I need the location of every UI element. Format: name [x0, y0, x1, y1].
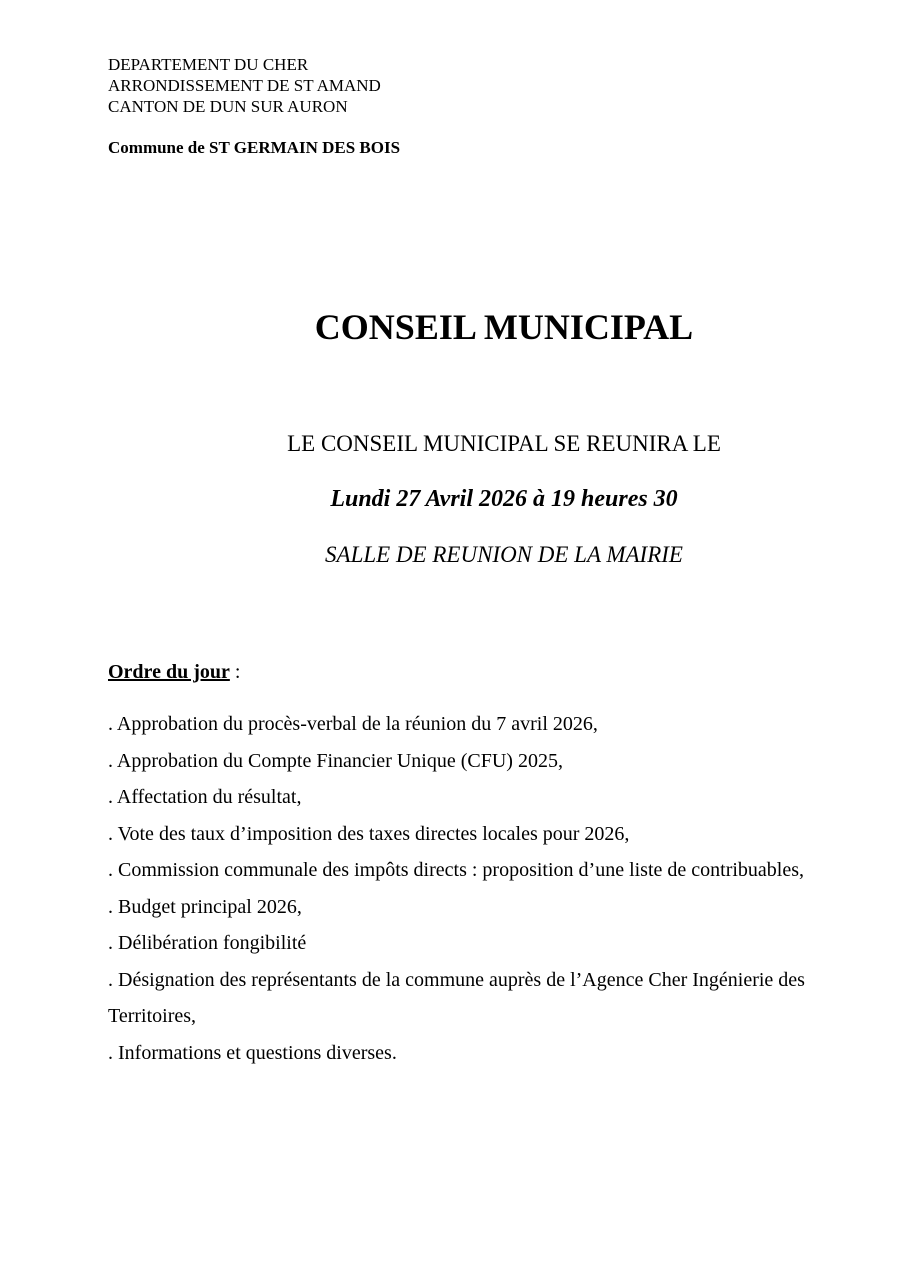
page-title: CONSEIL MUNICIPAL: [314, 307, 694, 347]
agenda-item: . Affectation du résultat,: [108, 786, 302, 808]
header-arrondissement: ARRONDISSEMENT DE ST AMAND: [108, 76, 381, 95]
meeting-announcement: LE CONSEIL MUNICIPAL SE REUNIRA LE: [287, 431, 721, 456]
agenda-heading-label: Ordre du jour: [108, 661, 230, 683]
administrative-header: [108, 54, 381, 117]
meeting-date: Lundi 27 Avril 2026 à 19 heures 30: [330, 486, 678, 512]
commune-name: Commune de ST GERMAIN DES BOIS: [108, 138, 401, 157]
agenda-item: . Délibération fongibilité: [108, 932, 307, 954]
meeting-location: SALLE DE REUNION DE LA MAIRIE: [325, 542, 683, 567]
agenda-item: . Budget principal 2026,: [108, 895, 302, 918]
agenda-list: [108, 706, 868, 1071]
header-canton: CANTON DE DUN SUR AURON: [108, 97, 348, 116]
header-department: DEPARTEMENT DU CHER: [108, 55, 309, 74]
agenda-item: . Approbation du procès-verbal de la réunion du 7 avril 2026,: [108, 713, 598, 735]
agenda-item: . Commission communale des impôts directs : proposition d’une liste de contribuables,: [108, 859, 805, 881]
agenda-heading-colon: :: [229, 661, 241, 683]
agenda-item: . Vote des taux d’imposition des taxes directes locales pour 2026,: [108, 822, 630, 845]
agenda-item: . Désignation des représentants de la commune auprès de l’Agence Cher Ingénierie des Territoires,: [108, 968, 805, 1027]
agenda-heading: [108, 658, 240, 686]
agenda-item: . Informations et questions diverses.: [108, 1041, 397, 1064]
agenda-item: . Approbation du Compte Financier Unique (CFU) 2025,: [108, 749, 563, 772]
